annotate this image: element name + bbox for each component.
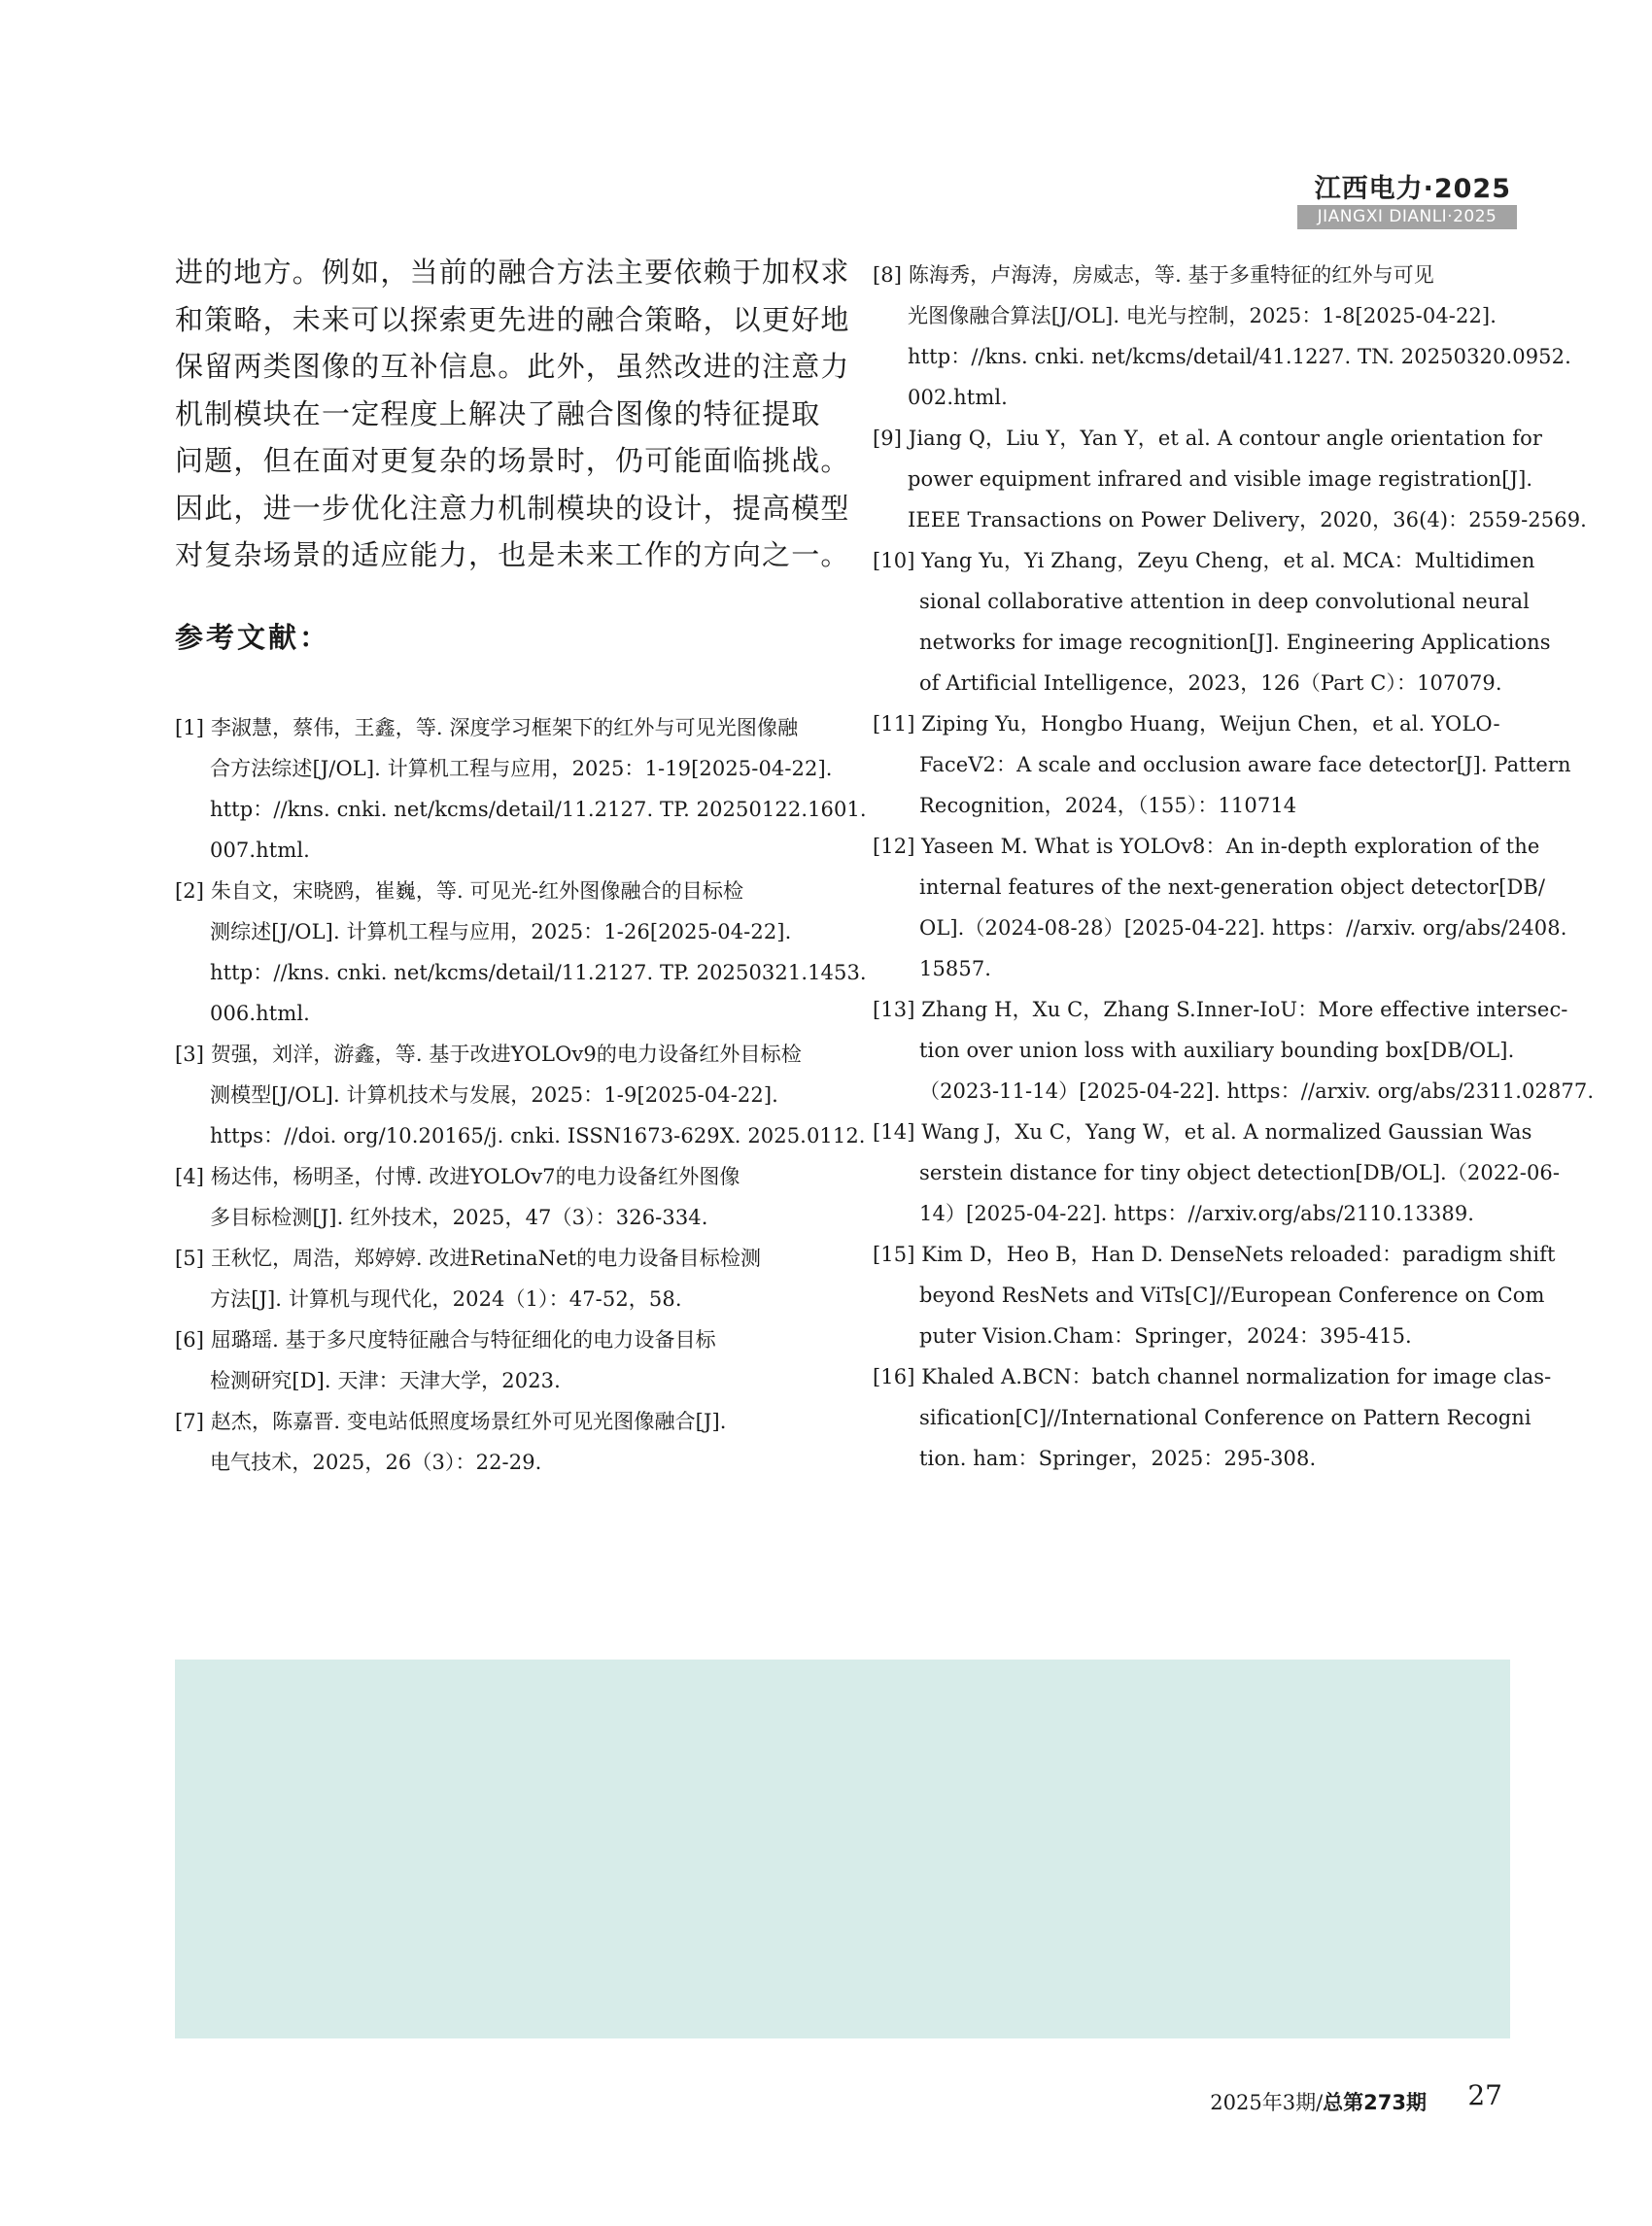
- reference-line-first: [3] 贺强，刘洋，游鑫，等. 基于改进YOLOv9的电力设备红外目标检: [175, 1043, 802, 1066]
- body-line: 和策略，未来可以探索更先进的融合策略，以更好地: [175, 302, 850, 336]
- reference-line: 检测研究[D]. 天津：天津大学，2023.: [210, 1369, 561, 1392]
- reference-line: 002.html.: [908, 386, 1008, 409]
- body-line: 问题，但在面对更复杂的场景时，仍可能面临挑战。: [175, 444, 850, 477]
- reference-line: （2023-11-14）[2025-04-22]. https：//arxiv. org/abs/2311.02877.: [919, 1079, 1595, 1103]
- reference-line: 007.html.: [210, 839, 310, 862]
- reference-line: power equipment infrared and visible image registration[J].: [908, 467, 1533, 491]
- journal-name-english: JIANGXI DIANLI·2025: [1297, 205, 1517, 229]
- reference-item: [873, 540, 1551, 703]
- journal-name: 江西电力·2025: [1314, 174, 1511, 204]
- references-heading: 参考文献：: [175, 621, 331, 654]
- reference-line-first: [6] 屈璐瑶. 基于多尺度特征融合与特征细化的电力设备目标: [175, 1328, 716, 1352]
- reference-line: 006.html.: [210, 1002, 310, 1025]
- reference-line-first: [2] 朱自文，宋晓鸥，崔巍，等. 可见光-红外图像融合的目标检: [175, 879, 744, 903]
- reference-line: 多目标检测[J]. 红外技术，2025，47（3）：326-334.: [210, 1206, 708, 1229]
- reference-item: [873, 703, 1571, 826]
- reference-item: [873, 255, 1571, 418]
- reference-line: 电气技术，2025，26（3）：22-29.: [210, 1451, 542, 1474]
- reference-line: sional collaborative attention in deep convolutional neural: [919, 590, 1530, 613]
- body-line: 机制模块在一定程度上解决了融合图像的特征提取: [175, 396, 821, 430]
- reference-line: internal features of the next-generation object detector[DB/: [919, 875, 1546, 899]
- references-right-column: [873, 255, 1595, 1479]
- reference-line: puter Vision.Cham：Springer，2024：395-415.: [919, 1324, 1412, 1348]
- body-line: 进的地方。例如，当前的融合方法主要依赖于加权求: [175, 256, 850, 289]
- reference-line-first: [7] 赵杰，陈嘉晋. 变电站低照度场景红外可见光图像融合[J].: [175, 1410, 727, 1433]
- reference-line: IEEE Transactions on Power Delivery，2020，36(4)：2559-2569.: [908, 508, 1587, 531]
- reference-line-first: [4] 杨达伟，杨明圣，付博. 改进YOLOv7的电力设备红外图像: [175, 1165, 740, 1188]
- issue-info: [1210, 2087, 1427, 2116]
- reference-line: http：//kns. cnki. net/kcms/detail/41.1227. TN. 20250320.0952.: [908, 345, 1571, 368]
- reference-line: serstein distance for tiny object detection[DB/OL].（2022-06-: [919, 1161, 1561, 1184]
- reference-line: of Artificial Intelligence，2023，126（Part C）：107079.: [919, 671, 1502, 695]
- reference-line-first: [9] Jiang Q，Liu Y，Yan Y，et al. A contour angle orientation for: [873, 427, 1542, 450]
- reference-line-first: [15] Kim D，Heo B，Han D. DenseNets reloaded：paradigm shift: [873, 1243, 1556, 1266]
- reference-item: [873, 826, 1567, 989]
- reference-line: 方法[J]. 计算机与现代化，2024（1）：47-52，58.: [210, 1287, 682, 1311]
- body-paragraph: [175, 249, 850, 579]
- reference-line: networks for image recognition[J]. Engineering Applications: [919, 631, 1551, 654]
- reference-line: Recognition，2024，（155）：110714: [919, 794, 1297, 817]
- reference-item: [175, 1319, 816, 1401]
- reference-line: sification[C]//International Conference on Pattern Recogni: [919, 1406, 1532, 1429]
- reference-line-first: [16] Khaled A.BCN：batch channel normalization for image clas-: [873, 1365, 1552, 1388]
- reference-line: OL].（2024-08-28）[2025-04-22]. https：//arxiv. org/abs/2408.: [919, 916, 1567, 940]
- reference-line: tion. ham：Springer，2025：295-308.: [919, 1447, 1317, 1470]
- reference-line-first: [8] 陈海秀，卢海涛，房威志，等. 基于多重特征的红外与可见: [873, 263, 1434, 287]
- advertisement-placeholder-box: [175, 1660, 1510, 2038]
- body-line: 保留两类图像的互补信息。此外，虽然改进的注意力: [175, 350, 850, 383]
- reference-item: [873, 1112, 1561, 1234]
- issue-label: 2025年3期/: [1210, 2091, 1324, 2114]
- reference-line-first: [11] Ziping Yu，Hongbo Huang，Weijun Chen，et al. YOLO-: [873, 712, 1500, 736]
- reference-line: beyond ResNets and ViTs[C]//European Conference on Com: [919, 1284, 1545, 1307]
- reference-line: 测综述[J/OL]. 计算机工程与应用，2025：1-26[2025-04-22].: [210, 920, 792, 943]
- reference-item: [873, 1356, 1552, 1479]
- reference-item: [175, 1401, 816, 1483]
- reference-item: [175, 871, 867, 1034]
- reference-line-first: [1] 李淑慧，蔡伟，王鑫，等. 深度学习框架下的红外与可见光图像融: [175, 716, 799, 739]
- reference-line: 14）[2025-04-22]. https：//arxiv.org/abs/2110.13389.: [919, 1202, 1475, 1225]
- reference-item: [873, 989, 1595, 1112]
- page-number: 27: [1467, 2079, 1502, 2111]
- reference-line: http：//kns. cnki. net/kcms/detail/11.2127. TP. 20250122.1601.: [210, 798, 867, 821]
- reference-line-first: [5] 王秋忆，周浩，郑婷婷. 改进RetinaNet的电力设备目标检测: [175, 1247, 762, 1270]
- body-line: 因此，进一步优化注意力机制模块的设计，提高模型: [175, 491, 850, 525]
- reference-line-first: [10] Yang Yu，Yi Zhang，Zeyu Cheng，et al. MCA：Multidimen: [873, 549, 1535, 572]
- reference-line: 15857.: [919, 957, 992, 980]
- reference-line: FaceV2：A scale and occlusion aware face detector[J]. Pattern: [919, 753, 1571, 776]
- reference-item: [873, 1234, 1556, 1356]
- reference-line: 合方法综述[J/OL]. 计算机工程与应用，2025：1-19[2025-04-22].: [210, 757, 833, 780]
- reference-item: [175, 1034, 866, 1156]
- reference-item: [175, 1238, 816, 1319]
- reference-line-first: [12] Yaseen M. What is YOLOv8：An in-depth exploration of the: [873, 835, 1540, 858]
- issue-total: 总第273期: [1323, 2091, 1427, 2114]
- reference-item: [873, 418, 1587, 540]
- reference-line: https：//doi. org/10.20165/j. cnki. ISSN1673-629X. 2025.0112.: [210, 1124, 866, 1147]
- reference-line: http：//kns. cnki. net/kcms/detail/11.2127. TP. 20250321.1453.: [210, 961, 867, 984]
- references-left-column: [175, 707, 867, 1483]
- reference-line: 测模型[J/OL]. 计算机技术与发展，2025：1-9[2025-04-22].: [210, 1083, 778, 1107]
- reference-line-first: [14] Wang J，Xu C，Yang W，et al. A normalized Gaussian Was: [873, 1120, 1532, 1144]
- reference-item: [175, 1156, 816, 1238]
- reference-line: tion over union loss with auxiliary bounding box[DB/OL].: [919, 1039, 1515, 1062]
- reference-line: 光图像融合算法[J/OL]. 电光与控制，2025：1-8[2025-04-22].: [908, 304, 1497, 327]
- body-line: 对复杂场景的适应能力，也是未来工作的方向之一。: [175, 538, 850, 571]
- reference-line-first: [13] Zhang H，Xu C，Zhang S.Inner-IoU：More effective intersec-: [873, 998, 1568, 1021]
- reference-item: [175, 707, 867, 871]
